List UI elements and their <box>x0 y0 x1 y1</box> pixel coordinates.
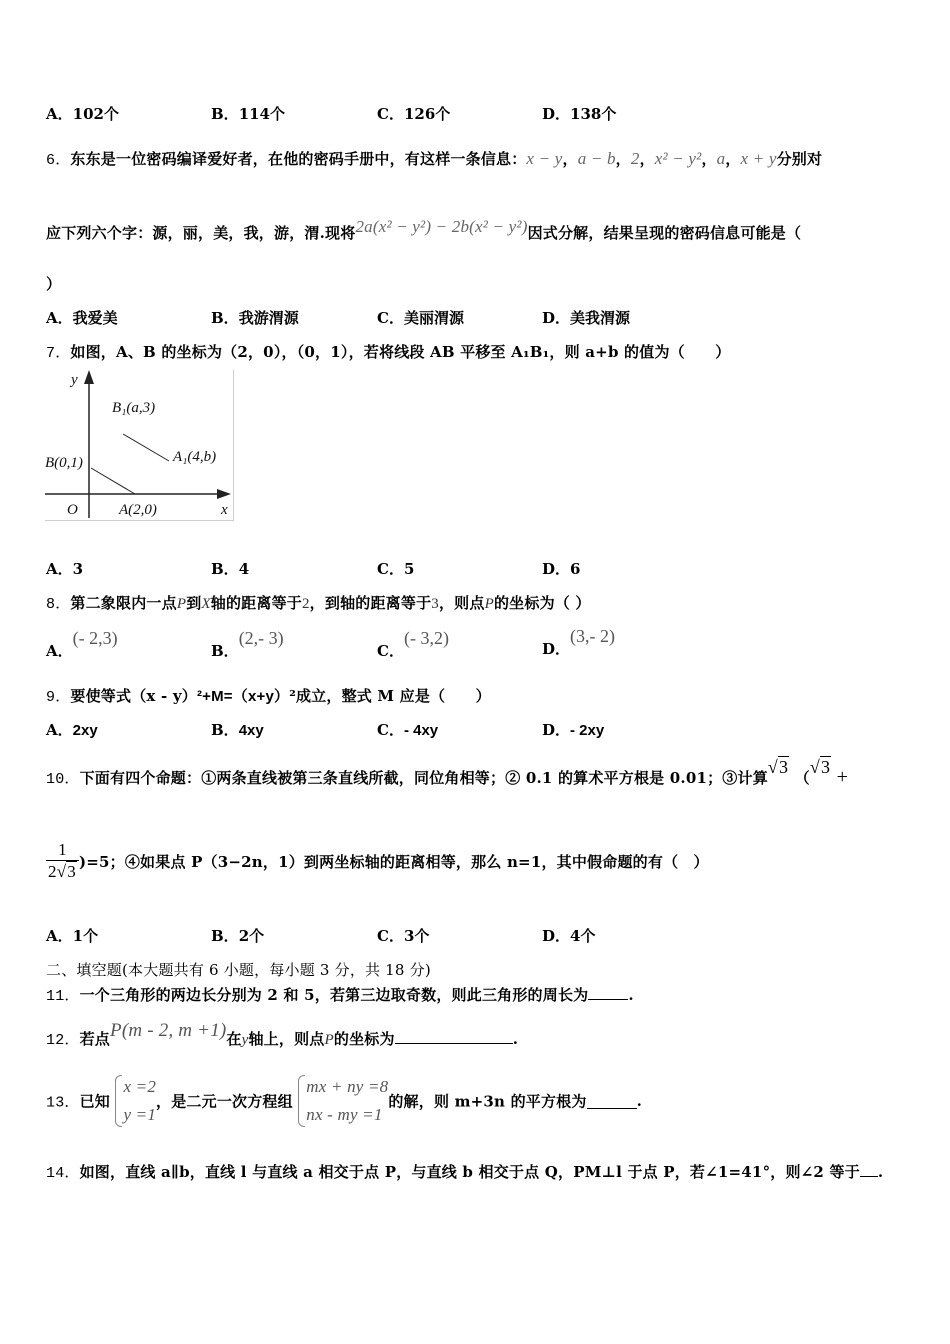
q11-stem: 11．一个三角形的两边长分别为 2 和 5，若第三边取奇数，则此三角形的周长为 . <box>46 986 634 1005</box>
info-item: x − y <box>526 149 563 168</box>
point-b1-label: B₁(a,3) <box>112 400 156 416</box>
q5-option-d: D．138个 <box>542 105 617 123</box>
q6-line-2: 应下列六个字：源，丽，美，我，游，渭.现将2a(x² − y²) − 2b(x² − y²)因式分解，结果呈现的密码信息可能是（ <box>46 217 802 242</box>
q6-option-d: D．美我渭源 <box>542 309 631 327</box>
sqrt-3: √3 <box>809 757 831 777</box>
q12-point: P(m - 2, m +1) <box>110 1020 227 1041</box>
q9-option-a: A．2xy <box>46 721 98 739</box>
q6-option-a: A．我爱美 <box>46 309 118 327</box>
q7-option-c: C．5 <box>377 560 415 578</box>
sqrt-3: √3 <box>767 757 789 777</box>
info-item: x² − y² <box>654 149 702 168</box>
coordinate-plane-diagram <box>45 370 233 520</box>
q10-line-1: 10．下面有四个命题：①两条直线被第三条直线所截，同位角相等；② 0.1 的算术平方根是 0.01；③计算√3 （√3 + <box>46 757 849 788</box>
q6-option-b: B．我游渭源 <box>211 309 299 327</box>
answer-blank[interactable] <box>587 1094 637 1109</box>
q10-option-d: D．4个 <box>542 927 596 945</box>
point-a1-label: A₁(4,b) <box>173 449 217 465</box>
q10-option-b: B．2个 <box>211 927 265 945</box>
q10-option-c: C．3个 <box>377 927 430 945</box>
q10-line-2: $\frac{1}{2√3}$ )=5；④如果点 P（3−2n，1）到两坐标轴的距离相等，那么 n=1，其中假命题的有（ ） <box>48 840 709 881</box>
q8-option-a: A．(- 2,3) <box>46 628 118 660</box>
y-axis-label: y <box>71 372 78 388</box>
q8-option-b: B．(2,- 3) <box>211 628 284 660</box>
section-2-title: 二、填空题(本大题共有 6 小题，每小题 3 分，共 18 分) <box>46 961 431 979</box>
q6-option-c: C．美丽渭源 <box>377 309 464 327</box>
q14-stem: 14．如图，直线 a∥b，直线 l 与直线 a 相交于点 P，与直线 b 相交于点 Q，PM⊥l 于点 P，若∠1=41°，则∠2 等于 . <box>46 1163 884 1182</box>
q5-option-c: C．126个 <box>377 105 451 123</box>
q5-option-b: B．114个 <box>211 105 285 123</box>
q9-option-b: B．4xy <box>211 721 264 739</box>
q6-line-3: ） <box>46 275 62 293</box>
q12-stem: 12．若点P(m - 2, m +1)在y轴上，则点P的坐标为 . <box>46 1020 519 1049</box>
q9-option-d: D．- 2xy <box>542 721 605 739</box>
info-item: a <box>716 149 726 168</box>
q13-stem: 13．已知 x =2 y =1 ，是二元一次方程组 mx + ny =8 nx - my =1 的解，则 m+3n 的平方根为 . <box>46 1073 642 1129</box>
q7-stem: 7．如图，A、B 的坐标为（2，0），（0，1），若将线段 AB 平移至 A₁B₁，则 a+b 的值为（ ） <box>46 343 731 362</box>
q7-coordinate-figure <box>45 370 234 521</box>
q6-expression: 2a(x² − y²) − 2b(x² − y²) <box>355 217 528 236</box>
answer-blank[interactable] <box>588 985 628 1000</box>
q5-option-a: A．102个 <box>46 105 119 123</box>
q13-equation-system: mx + ny =8 nx - my =1 <box>298 1073 388 1129</box>
q9-option-c: C．- 4xy <box>377 721 439 739</box>
q13-solution-system: x =2 y =1 <box>115 1073 156 1129</box>
fraction-1-over-2sqrt3: $\frac{1}{2√3}$ <box>46 840 79 883</box>
q10-option-a: A．1个 <box>46 927 99 945</box>
q8-option-d: D．(3,- 2) <box>542 626 615 658</box>
point-a-label: A(2,0) <box>119 502 157 518</box>
info-item: x + y <box>740 149 777 168</box>
info-item: a − b <box>577 149 616 168</box>
q7-option-b: B．4 <box>211 560 250 578</box>
q8-option-c: C．(- 3,2) <box>377 628 449 660</box>
q6-line-1: 6．东东是一位密码编译爱好者，在他的密码手册中，有这样一条信息：x − y，a − b，2，x² − y²，a，x + y分别对 <box>46 149 823 169</box>
answer-blank[interactable] <box>860 1162 878 1177</box>
q9-stem: 9．要使等式（x - y）²+M=（x+y）²成立，整式 M 应是（ ） <box>46 687 491 706</box>
point-b-label: B(0,1) <box>45 455 83 471</box>
answer-blank[interactable] <box>395 1029 513 1044</box>
x-axis-label: x <box>221 502 228 518</box>
info-item: 2 <box>630 149 640 168</box>
q7-option-d: D．6 <box>542 560 581 578</box>
origin-label: O <box>67 502 78 518</box>
q7-option-a: A．3 <box>46 560 84 578</box>
q8-stem: 8．第二象限内一点P到X轴的距离等于2，到轴的距离等于3，则点P的坐标为（ ） <box>46 594 591 613</box>
